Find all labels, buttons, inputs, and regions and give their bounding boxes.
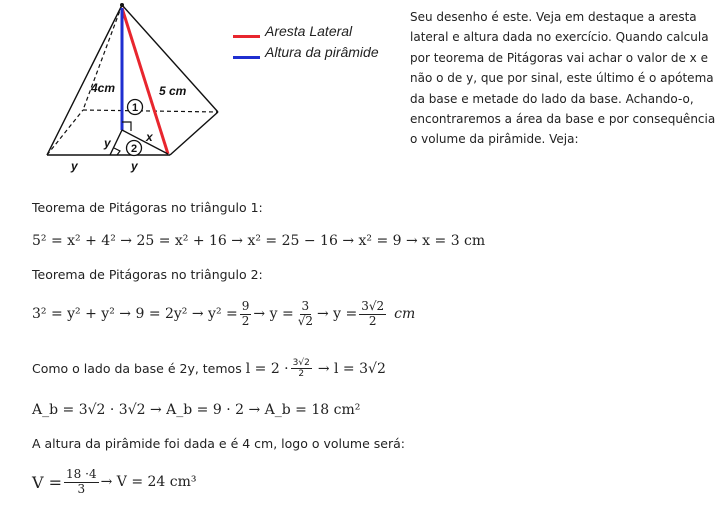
section1-heading: Teorema de Pitágoras no triângulo 1: (32, 200, 263, 215)
section2-equation (32, 300, 415, 329)
section2-eq-part3: → y = (316, 306, 358, 323)
apex-point (120, 3, 124, 7)
legend-swatch-red (233, 35, 260, 38)
legend-swatch-blue (233, 56, 260, 59)
legend-lateral-edge-label: Aresta Lateral (265, 23, 353, 39)
section2-unit: cm (394, 306, 416, 323)
fraction-numerator: 18 ·4 (66, 467, 97, 481)
label-y-bottom-right: y (131, 159, 138, 173)
fraction-3-over-sqrt2 (296, 300, 315, 329)
fraction-numerator: 3√2 (361, 299, 385, 313)
fraction-3sqrt2-over-2-small (291, 358, 312, 380)
base-right-edge (170, 112, 218, 155)
section2-eq-part2: → y = (253, 306, 294, 323)
label-y-bottom-left: y (71, 159, 78, 173)
pyramid-diagram (0, 0, 240, 180)
fraction-numerator: 3√2 (292, 358, 310, 368)
legend (233, 23, 403, 65)
section5-text: A altura da pirâmide foi dada e é 4 cm, logo o volume será: (32, 436, 405, 451)
fraction-numerator: 9 (241, 299, 250, 313)
fraction-denominator: 2 (368, 313, 377, 328)
fraction-denominator: 2 (298, 369, 305, 380)
label-4cm: 4cm (91, 81, 116, 95)
triangle-1-number: 1 (131, 102, 139, 114)
fraction-3sqrt2-over-2 (359, 300, 386, 329)
section3-text: Como o lado da base é 2y, temos (32, 361, 242, 377)
label-y-inner: y (104, 136, 111, 150)
label-5cm: 5 cm (159, 84, 187, 98)
triangle-2-number: 2 (130, 143, 138, 155)
fraction-denominator: 3 (77, 481, 86, 496)
section5-eq-rhs: → V = 24 cm³ (100, 474, 197, 491)
section3-eq-part1: l = 2 · (245, 360, 289, 377)
section3-line (32, 358, 386, 380)
fraction-denominator: √2 (297, 313, 313, 328)
fraction-9-over-2 (240, 300, 252, 329)
section1-equation: 5² = x² + 4² → 25 = x² + 16 → x² = 25 − 16 → x² = 9 → x = 3 cm (32, 233, 486, 249)
label-x: x (146, 130, 153, 144)
section5-equation (32, 468, 197, 497)
intro-paragraph: Seu desenho é este. Veja em destaque a aresta lateral e altura dada no exercício. Quando calcula por teorema de Pitágoras vai achar o valor de x e não o de y, que por sinal, este último é o apótema da base e metade do lado da base. Achando-o, encontraremos a área da base e por consequência o volume da pirâmide. Veja: (410, 10, 716, 147)
right-angle-mark (114, 148, 120, 155)
section4-equation: A_b = 3√2 · 3√2 → A_b = 9 · 2 → A_b = 18 cm² (32, 402, 361, 418)
section2-eq-part1: 3² = y² + y² → 9 = 2y² → y² = (32, 306, 238, 323)
section5-eq-lhs: V = (32, 472, 63, 492)
fraction-denominator: 2 (241, 313, 250, 328)
section2-heading: Teorema de Pitágoras no triângulo 2: (32, 267, 263, 282)
section3-eq-part2: → l = 3√2 (317, 360, 386, 377)
base-back-edge (47, 110, 83, 155)
legend-height-label: Altura da pirâmide (265, 44, 379, 60)
fraction-numerator: 3 (301, 299, 310, 313)
fraction-volume (64, 468, 99, 497)
lateral-edge (47, 5, 122, 155)
base-back-edge (83, 110, 218, 112)
